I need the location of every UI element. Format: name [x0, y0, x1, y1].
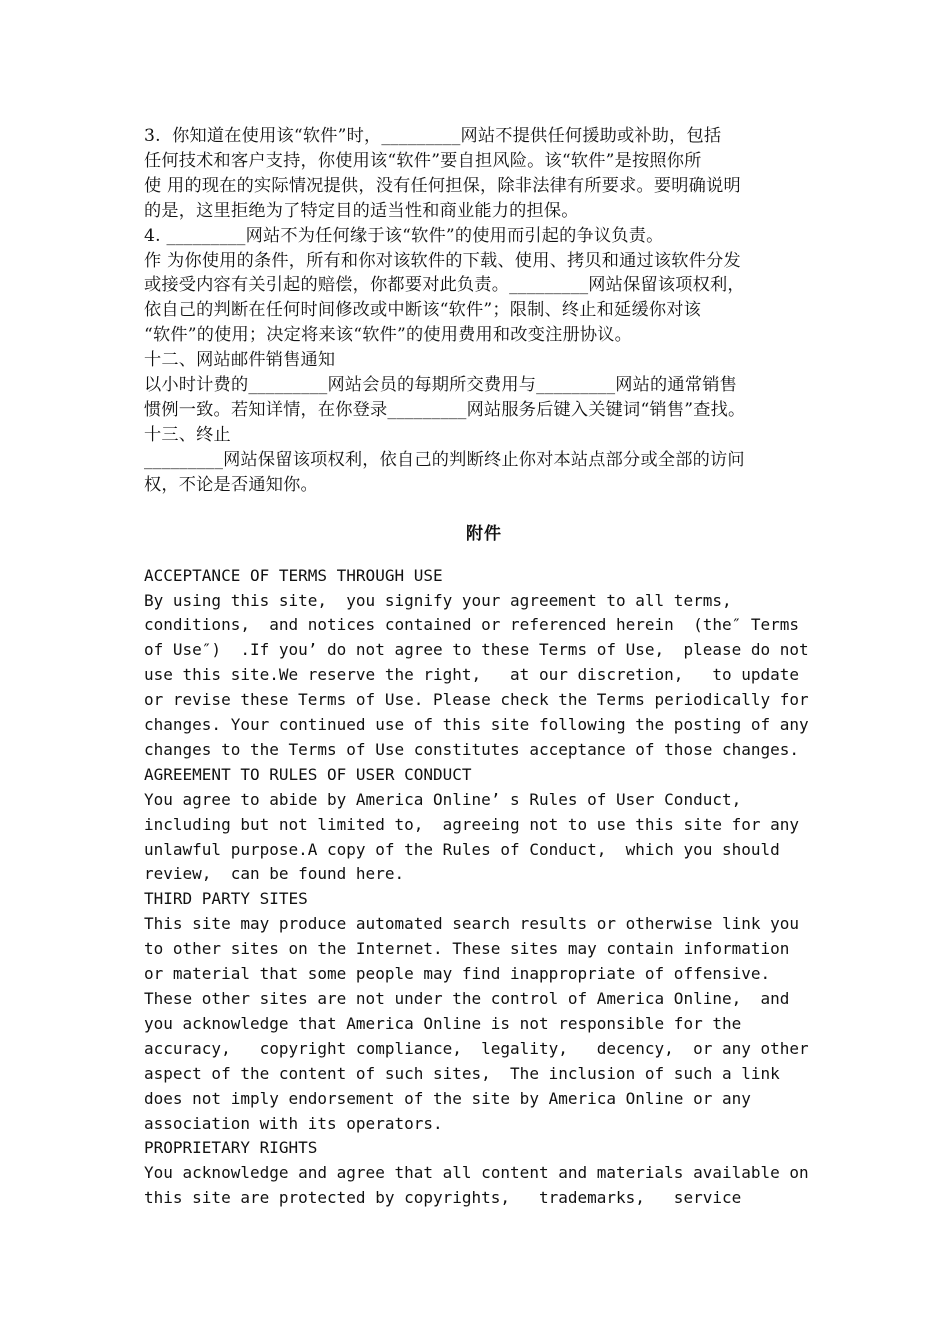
paragraph-line: 权，不论是否通知你。: [144, 474, 318, 495]
paragraph-line: These other sites are not under the control of America Online, and: [144, 989, 790, 1008]
paragraph-line: association with its operators.: [144, 1113, 443, 1133]
paragraph-line: changes. Your continued use of this site following the posting of any: [144, 715, 809, 735]
paragraph-line: 作 为你使用的条件，所有和你对该软件的下载、使用、拷贝和通过该软件分发: [144, 250, 741, 271]
paragraph-line: 以小时计费的_________网站会员的每期所交费用与_________网站的通常销售: [144, 375, 737, 396]
appendix-title: 附件: [466, 523, 502, 544]
chinese-section: [144, 124, 824, 498]
paragraph-line: 的是，这里拒绝为了特定目的适当性和商业能力的担保。: [144, 200, 579, 221]
paragraph-line: or material that some people may find inappropriate of offensive.: [144, 964, 771, 984]
paragraph-line: or revise these Terms of Use. Please check the Terms periodically for: [144, 690, 809, 710]
paragraph-line: to other sites on the Internet. These sites may contain information: [144, 939, 790, 959]
paragraph-line: including but not limited to, agreeing not to use this site for any: [144, 814, 800, 834]
paragraph-line: this site are protected by copyrights, trademarks, service: [144, 1188, 742, 1208]
paragraph-line: unlawful purpose.A copy of the Rules of Conduct, which you should: [144, 839, 780, 859]
section-heading: 十二、网站邮件销售通知: [144, 350, 336, 371]
paragraph-line: You acknowledge and agree that all content and materials available on: [144, 1163, 809, 1183]
paragraph-line: 任何技术和客户支持，你使用该“软件”要自担风险。该“软件”是按照你所: [144, 150, 702, 171]
section-heading: AGREEMENT TO RULES OF USER CONDUCT: [144, 764, 472, 784]
paragraph-line: 使 用的现在的实际情况提供，没有任何担保，除非法律有所要求。要明确说明: [144, 175, 741, 196]
paragraph-line: You agree to abide by America Online’ s Rules of User Conduct,: [144, 789, 742, 809]
paragraph-line: of Use″) .If you’ do not agree to these Terms of Use, please do not: [144, 640, 809, 660]
paragraph-line: _________网站保留该项权利，依自己的判断终止你对本站点部分或全部的访问: [144, 449, 745, 470]
paragraph-line: accuracy, copyright compliance, legality, decency, or any other: [144, 1038, 809, 1058]
paragraph-line: changes to the Terms of Use constitutes acceptance of those changes.: [144, 739, 800, 759]
paragraph-line: aspect of the content of such sites, The inclusion of such a link: [144, 1063, 780, 1083]
paragraph-line: 惯例一致。若知详情，在你登录_________网站服务后键入关键词“销售”查找。: [144, 399, 746, 420]
paragraph-line: review, can be found here.: [144, 864, 405, 884]
paragraph-line: 4. _________网站不为任何缘于该“软件”的使用而引起的争议负责。: [144, 225, 664, 246]
paragraph-line: This site may produce automated search results or otherwise link you: [144, 914, 800, 934]
paragraph-line: 或接受内容有关引起的赔偿，你都要对此负责。_________网站保留该项权利，: [144, 275, 745, 296]
section-heading: PROPRIETARY RIGHTS: [144, 1138, 318, 1158]
paragraph-line: 依自己的判断在任何时间修改或中断该“软件”；限制、终止和延缓你对该: [144, 300, 701, 321]
paragraph-line: “软件”的使用；决定将来该“软件”的使用费用和改变注册协议。: [144, 325, 633, 346]
document-page: [144, 124, 824, 1211]
english-section: [144, 564, 824, 1212]
paragraph-line: use this site.We reserve the right, at our discretion, to update: [144, 665, 800, 685]
section-heading: 十三、终止: [144, 424, 231, 445]
paragraph-line: does not imply endorsement of the site by America Online or any: [144, 1088, 751, 1108]
paragraph-line: you acknowledge that America Online is not responsible for the: [144, 1013, 742, 1033]
paragraph-line: By using this site, you signify your agreement to all terms,: [144, 590, 732, 610]
section-heading: THIRD PARTY SITES: [144, 889, 308, 909]
paragraph-line: 3. 你知道在使用该“软件”时，_________网站不提供任何援助或补助，包括: [144, 126, 722, 146]
paragraph-line: conditions, and notices contained or referenced herein (the″ Terms: [144, 615, 800, 635]
section-heading: ACCEPTANCE OF TERMS THROUGH USE: [144, 565, 443, 585]
